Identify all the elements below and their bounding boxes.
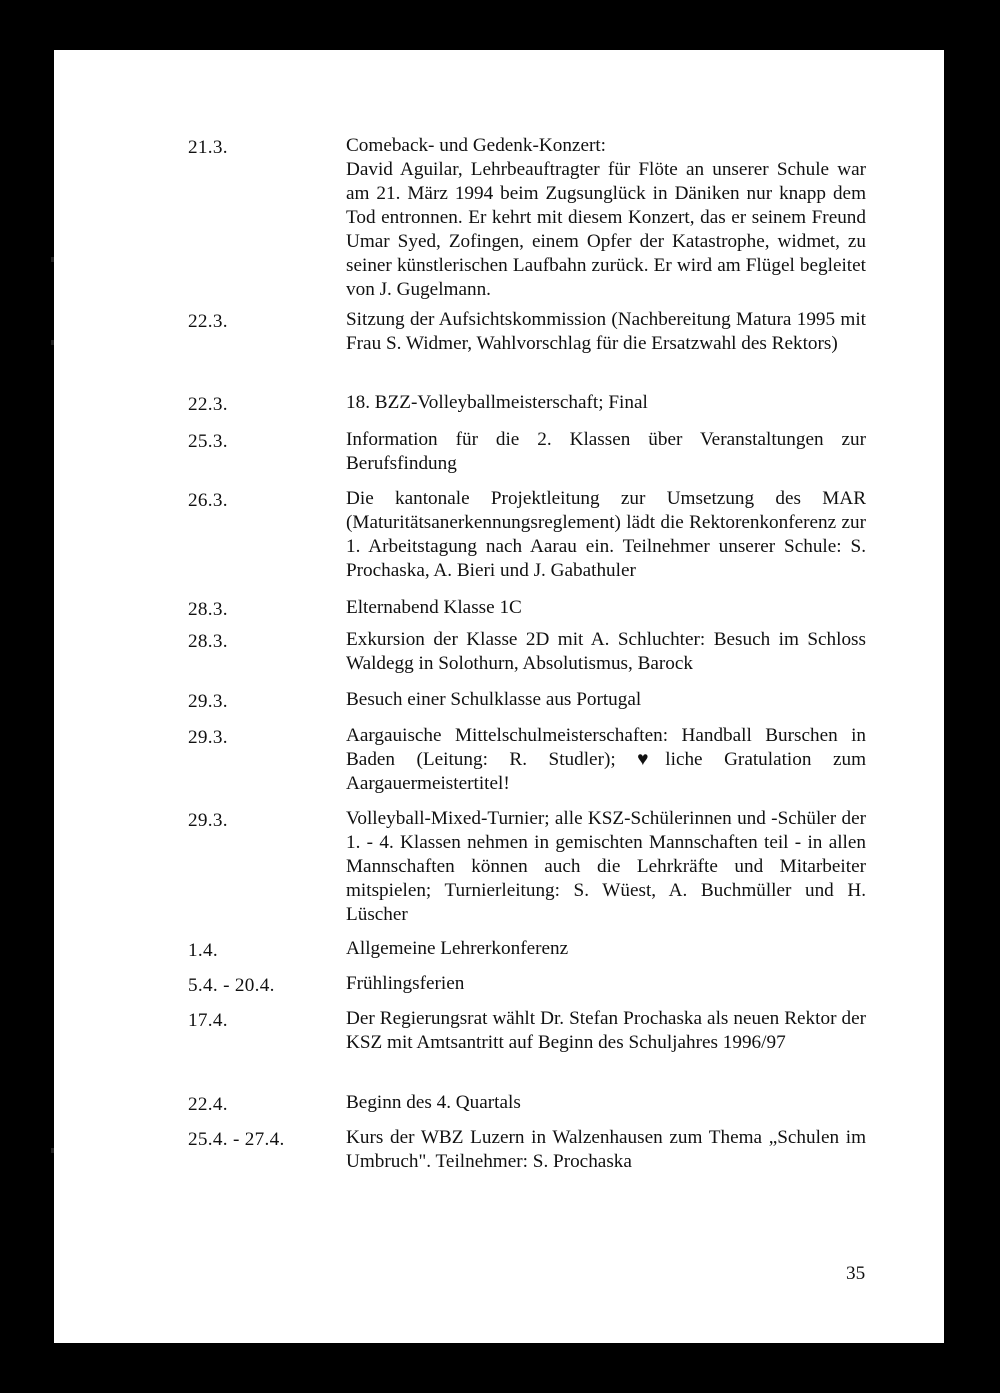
entry-text: Kurs der WBZ Luzern in Walzenhausen zum Thema „Schulen im Umbruch". Teilnehmer: S. Prochaska — [346, 1127, 866, 1172]
margin-mark — [51, 257, 54, 262]
entry-date: 28.3. — [188, 631, 228, 652]
entry-text: Allgemeine Lehrerkonferenz — [346, 938, 569, 959]
entry-date: 22.3. — [188, 394, 228, 415]
entry-date: 22.3. — [188, 311, 228, 332]
entry-text: Sitzung der Aufsichtskommission (Nachbereitung Matura 1995 mit Frau S. Widmer, Wahlvorschlag für die Ersatzwahl des Rektors) — [346, 309, 866, 354]
entry-date: 5.4. - 20.4. — [188, 975, 275, 996]
entry-text: Elternabend Klasse 1C — [346, 597, 522, 618]
entry-date: 21.3. — [188, 137, 228, 158]
entry-date: 25.3. — [188, 431, 228, 452]
entry-date: 1.4. — [188, 940, 218, 961]
entry-text: Frühlingsferien — [346, 973, 465, 994]
entry-date: 28.3. — [188, 599, 228, 620]
entry-date: 22.4. — [188, 1094, 228, 1115]
entry-date: 29.3. — [188, 691, 228, 712]
entry-text: Beginn des 4. Quartals — [346, 1092, 521, 1113]
margin-mark — [51, 1148, 54, 1153]
entry-text: Exkursion der Klasse 2D mit A. Schluchter: Besuch im Schloss Waldegg in Solothurn, Absolutismus, Barock — [346, 629, 866, 674]
entry-date: 17.4. — [188, 1010, 228, 1031]
entry-text: Information für die 2. Klassen über Veranstaltungen zur Berufsfindung — [346, 429, 866, 474]
page-number: 35 — [846, 1263, 866, 1284]
entry-text: Comeback- und Gedenk-Konzert: David Aguilar, Lehrbeauftragter für Flöte an unserer Schule war am 21. März 1994 beim Zugsunglück in Däniken nur knapp dem Tod entronnen. Er kehrt mit diesem Konzert, das er seinem Freund Umar Syed, Zofingen, einem Opfer der Katastrophe, widmet, zu seiner künstlerischen Laufbahn zurück. Er wird am Flügel begleitet von J. Gugelmann. — [346, 135, 866, 300]
entry-text: Aargauische Mittelschulmeisterschaften: Handball Burschen in Baden (Leitung: R. Studler); ♥liche Gratulation zum Aargauermeistertitel! — [346, 725, 866, 794]
entry-text: Der Regierungsrat wählt Dr. Stefan Prochaska als neuen Rektor der KSZ mit Amtsantritt auf Beginn des Schuljahres 1996/97 — [346, 1008, 866, 1053]
margin-mark — [51, 340, 54, 345]
entry-text: Besuch einer Schulklasse aus Portugal — [346, 689, 642, 710]
entry-text: 18. BZZ-Volleyballmeisterschaft; Final — [346, 392, 648, 413]
entry-text: Die kantonale Projektleitung zur Umsetzung des MAR (Maturitätsanerkennungsreglement) lädt die Rektorenkonferenz zur 1. Arbeitstagung nach Aarau ein. Teilnehmer unserer Schule: S. Prochaska, A. Bieri und J. Gabathuler — [346, 488, 866, 581]
entry-date: 26.3. — [188, 490, 228, 511]
entry-text: Volleyball-Mixed-Turnier; alle KSZ-Schülerinnen und -Schüler der 1. - 4. Klassen nehmen in gemischten Mannschaften teil - in allen Mannschaften können auch die Lehrkräfte und Mitarbeiter mitspielen; Turnierleitung: S. Wüest, A. Buchmüller und H. Lüscher — [346, 808, 866, 925]
document-page — [54, 50, 944, 1343]
entry-date: 25.4. - 27.4. — [188, 1129, 285, 1150]
entry-date: 29.3. — [188, 727, 228, 748]
entry-date: 29.3. — [188, 810, 228, 831]
